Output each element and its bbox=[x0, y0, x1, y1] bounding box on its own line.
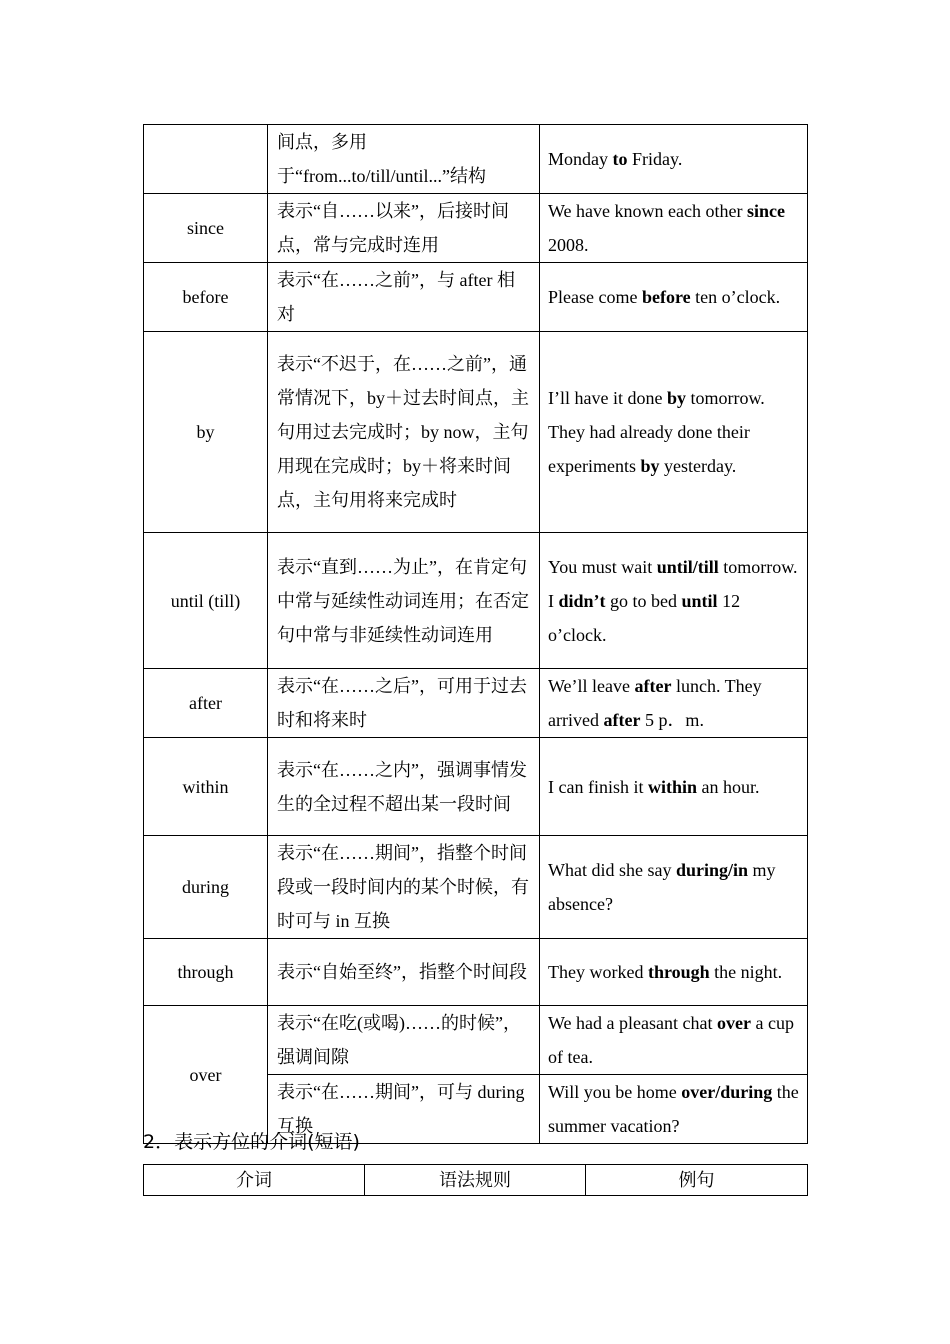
preposition-cell: before bbox=[144, 263, 268, 332]
example-keyword: through bbox=[647, 962, 710, 982]
example-text: my absence? bbox=[548, 860, 776, 914]
example-text: go to bed bbox=[605, 590, 682, 611]
preposition-cell bbox=[144, 125, 268, 194]
example-keyword: within bbox=[647, 776, 698, 797]
column-header: 例句 bbox=[586, 1165, 808, 1196]
example-cell bbox=[540, 738, 808, 836]
table-header-row bbox=[144, 1165, 808, 1196]
preposition-cell: through bbox=[144, 939, 268, 1006]
example-keyword: didn’t bbox=[558, 590, 606, 611]
preposition-cell: after bbox=[144, 669, 268, 738]
example-cell bbox=[540, 194, 808, 263]
example-keyword: over/during bbox=[681, 1082, 773, 1102]
rule-cell: 表示“不迟于，在……之前”，通常情况下，by＋过去时间点，主句用过去完成时；by now，主句用现在完成时；by＋将来时间点，主句用将来完成时 bbox=[268, 332, 540, 533]
preposition-cell: within bbox=[144, 738, 268, 836]
example-cell bbox=[540, 1006, 808, 1075]
example-keyword: since bbox=[746, 201, 785, 221]
example-cell bbox=[540, 1075, 808, 1144]
example-text: an hour. bbox=[697, 776, 760, 797]
example-keyword: until bbox=[681, 590, 718, 611]
example-text: We have known each other bbox=[548, 201, 747, 221]
example-text: 2008. bbox=[548, 235, 589, 255]
example-cell bbox=[540, 533, 808, 669]
example-keyword: during/in bbox=[675, 860, 749, 880]
rule-cell: 表示“在……期间”，指整个时间段或一段时间内的某个时候，有时可与 in 互换 bbox=[268, 836, 540, 939]
table-row bbox=[144, 125, 808, 194]
table-row bbox=[144, 1006, 808, 1075]
example-text: We’ll leave bbox=[548, 676, 635, 696]
preposition-cell: over bbox=[144, 1006, 268, 1144]
example-keyword: until/till bbox=[656, 556, 719, 577]
example-text: I’ll have it done bbox=[548, 388, 667, 408]
example-text: 5 p．m. bbox=[640, 710, 704, 730]
table-row bbox=[144, 669, 808, 738]
example-text: tomorrow. They had already done their experiments bbox=[548, 388, 765, 476]
rule-cell: 表示“自……以来”，后接时间点，常与完成时连用 bbox=[268, 194, 540, 263]
example-keyword: after bbox=[634, 676, 672, 696]
table-row bbox=[144, 939, 808, 1006]
location-prepositions-table bbox=[143, 1164, 808, 1196]
preposition-cell: during bbox=[144, 836, 268, 939]
example-keyword: over bbox=[716, 1013, 751, 1033]
example-cell bbox=[540, 669, 808, 738]
table-row bbox=[144, 194, 808, 263]
rule-cell: 表示“在……之内”，强调事情发生的全过程不超出某一段时间 bbox=[268, 738, 540, 836]
table-row bbox=[144, 533, 808, 669]
table-row bbox=[144, 263, 808, 332]
example-text: Friday. bbox=[627, 149, 683, 169]
example-cell bbox=[540, 332, 808, 533]
example-text: What did she say bbox=[548, 860, 676, 880]
example-keyword: by bbox=[640, 456, 660, 476]
example-keyword: after bbox=[603, 710, 641, 730]
table-row bbox=[144, 738, 808, 836]
time-prepositions-table bbox=[143, 124, 808, 1144]
example-text: lunch. They arrived bbox=[548, 676, 762, 730]
preposition-cell: until (till) bbox=[144, 533, 268, 669]
example-text: yesterday. bbox=[659, 456, 737, 476]
preposition-cell: since bbox=[144, 194, 268, 263]
rule-cell: 间点，多用于“from...to/till/until...”结构 bbox=[268, 125, 540, 194]
example-keyword: before bbox=[641, 287, 691, 307]
rule-cell: 表示“在……之前”，与 after 相对 bbox=[268, 263, 540, 332]
section-heading: 2．表示方位的介词(短语) bbox=[143, 1131, 360, 1153]
rule-cell: 表示“在……之后”，可用于过去时和将来时 bbox=[268, 669, 540, 738]
rule-cell: 表示“在……期间”，可与 during 互换 bbox=[268, 1075, 540, 1144]
example-text: the summer vacation? bbox=[548, 1082, 799, 1136]
example-text: the night. bbox=[709, 962, 783, 982]
example-text: They worked bbox=[548, 962, 648, 982]
example-cell bbox=[540, 836, 808, 939]
rule-cell: 表示“直到……为止”，在肯定句中常与延续性动词连用；在否定句中常与非延续性动词连用 bbox=[268, 533, 540, 669]
rule-cell: 表示“在吃(或喝)……的时候”，强调间隙 bbox=[268, 1006, 540, 1075]
example-text: We had a pleasant chat bbox=[548, 1013, 717, 1033]
column-header: 介词 bbox=[144, 1165, 365, 1196]
example-cell bbox=[540, 125, 808, 194]
example-text: 12 o’clock. bbox=[548, 590, 741, 645]
example-text: I can finish it bbox=[548, 776, 648, 797]
example-text: You must wait bbox=[548, 556, 657, 577]
example-text: tomorrow. I bbox=[548, 556, 798, 611]
preposition-cell: by bbox=[144, 332, 268, 533]
rule-cell: 表示“自始至终”，指整个时间段 bbox=[268, 939, 540, 1006]
table-row bbox=[144, 332, 808, 533]
column-header: 语法规则 bbox=[365, 1165, 586, 1196]
example-keyword: by bbox=[666, 388, 686, 408]
example-cell bbox=[540, 263, 808, 332]
example-cell bbox=[540, 939, 808, 1006]
table-row bbox=[144, 836, 808, 939]
example-text: Monday bbox=[548, 149, 613, 169]
example-text: ten o’clock. bbox=[690, 287, 781, 307]
example-text: a cup of tea. bbox=[548, 1013, 794, 1067]
example-text: Please come bbox=[548, 287, 642, 307]
example-text: Will you be home bbox=[548, 1082, 682, 1102]
example-keyword: to bbox=[612, 149, 628, 169]
